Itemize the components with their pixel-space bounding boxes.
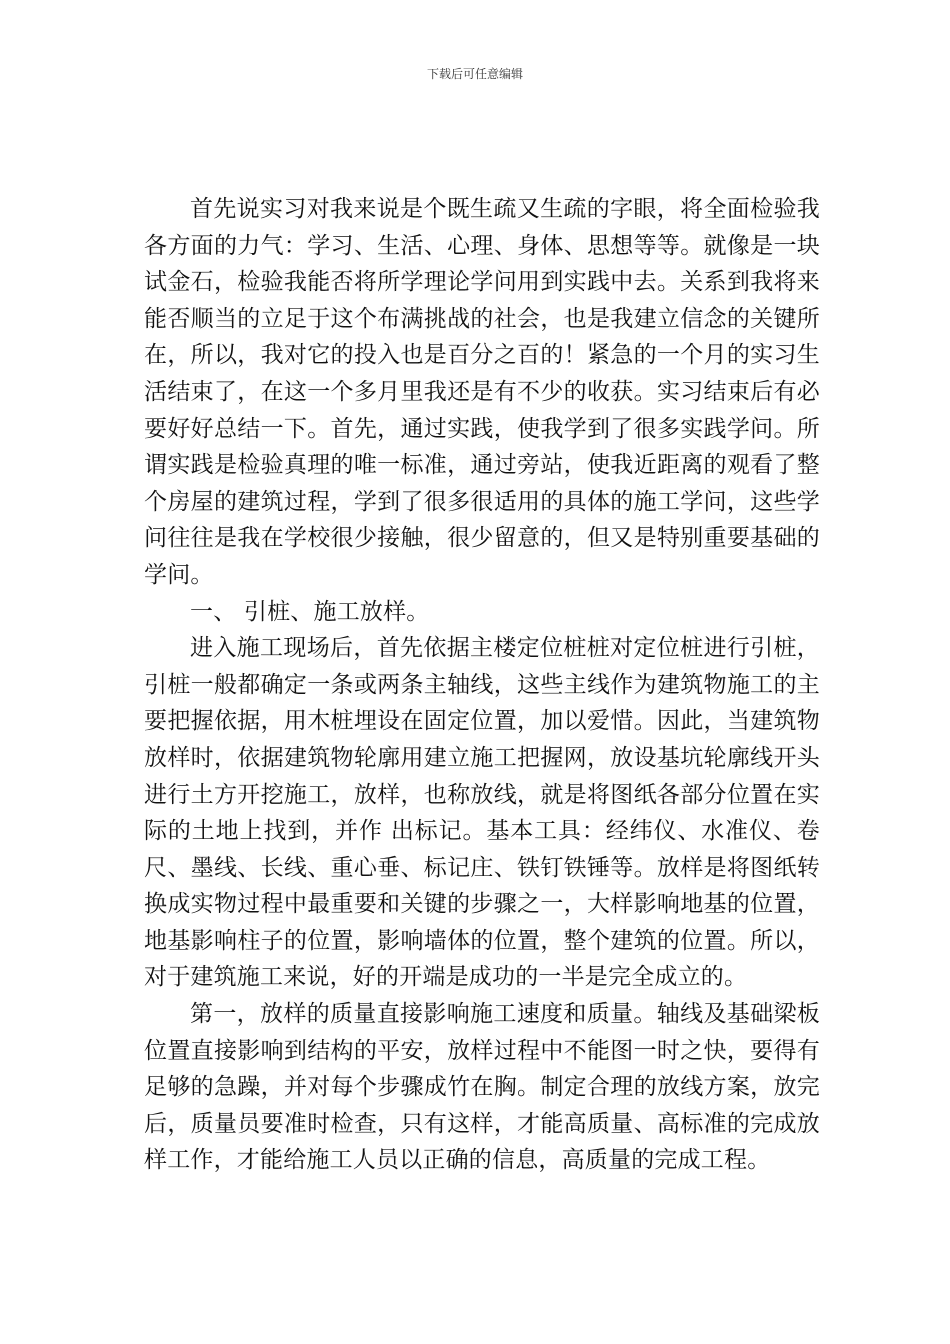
page-header: 下载后可任意编辑 (426, 67, 523, 81)
paragraph-staking: 进入施工现场后，首先依据主楼定位桩桩对定位桩进行引桩，引桩一般都确定一条或两条主轴线，这些主线作为建筑物施工的主要把握依据，用木桩埋设在固定位置，加以爱惜。因此，当建筑物放样时，依据建筑物轮廓用建立施工把握网，放设基坑轮廓线开头进行土方开挖施工，放样，也称放线，就是将图纸各部分位置在实际的土地上找到，并作 出标记。基本工具：经纬仪、水准仪、卷尺、墨线、长线、重心垂、标记庄、铁钉铁锤等。放样是将图纸转换成实物过程中最重要和关键的步骤之一，大样影响地基的位置，地基影响柱子的位置，影响墙体的位置，整个建筑的位置。所以，对于建筑施工来说，好的开端是成功的一半是完全成立的。 (144, 635, 820, 991)
section-heading-staking: 一、 引桩、施工放样。 (190, 598, 430, 625)
document-body (144, 191, 820, 1179)
paragraph-intro: 首先说实习对我来说是个既生疏又生疏的字眼，将全面检验我各方面的力气：学习、生活、心理、身体、思想等等。就像是一块试金石，检验我能否将所学理论学问用到实践中去。关系到我将来能否顺当的立足于这个布满挑战的社会，也是我建立信念的关键所在，所以，我对它的投入也是百分之百的！紧急的一个月的实习生活结束了，在这一个多月里我还是有不少的收获。实习结束后有必要好好总结一下。首先，通过实践，使我学到了很多实践学问。所谓实践是检验真理的唯一标准，通过旁站，使我近距离的观看了整个房屋的建筑过程，学到了很多很适用的具体的施工学问，这些学问往往是我在学校很少接触，很少留意的，但又是特别重要基础的学问。 (144, 196, 820, 588)
paragraph-quality: 第一，放样的质量直接影响施工速度和质量。轴线及基础梁板位置直接影响到结构的平安，放样过程中不能图一时之快，要得有足够的急躁，并对每个步骤成竹在胸。制定合理的放线方案，放完后，质量员要准时检查，只有这样，才能高质量、高标准的完成放样工作，才能给施工人员以正确的信息，高质量的完成工程。 (144, 1001, 820, 1174)
